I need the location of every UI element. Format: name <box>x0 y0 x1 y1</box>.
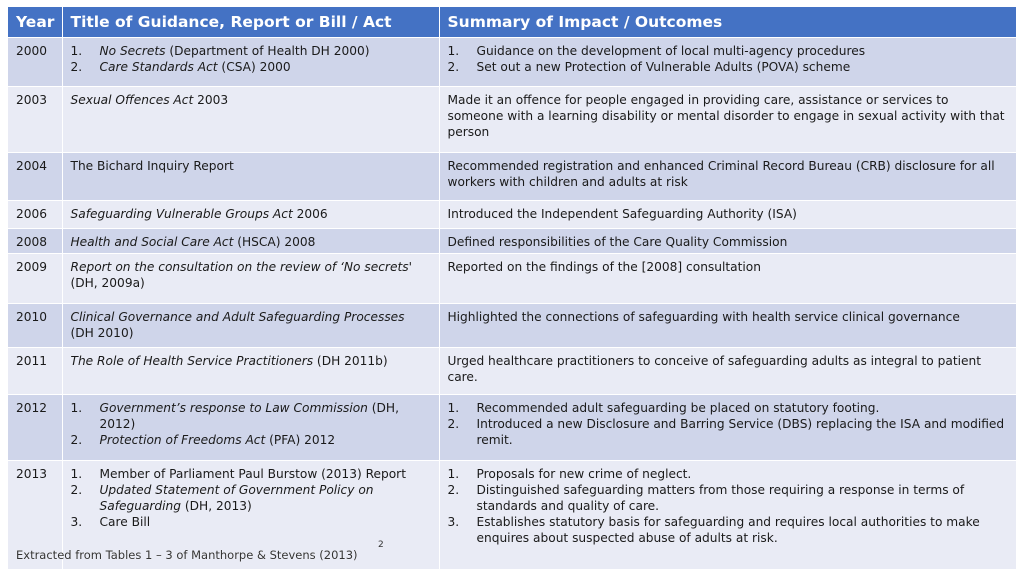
summary-cell: Reported on the findings of the [2008] consultation <box>439 254 1016 304</box>
list-number: 2. <box>70 433 83 447</box>
title-cell <box>62 254 439 304</box>
summary-cell <box>439 461 1016 569</box>
list-number: 2. <box>70 483 83 497</box>
table-row <box>8 348 1016 395</box>
list-item <box>448 416 1009 448</box>
title-italic: Safeguarding Vulnerable Groups Act <box>70 207 293 221</box>
list-number: 2. <box>447 417 460 431</box>
list-item <box>448 400 1009 416</box>
table-row <box>8 201 1016 229</box>
table-header-row <box>8 7 1016 38</box>
list-item <box>448 59 1009 75</box>
list-item <box>71 432 431 448</box>
title-plain: 2003 <box>193 93 229 107</box>
title-plain: (PFA) 2012 <box>265 433 336 447</box>
list-item <box>448 466 1009 482</box>
list-item <box>71 466 431 482</box>
title-cell <box>62 395 439 461</box>
year-cell: 2008 <box>8 229 62 254</box>
summary-cell: Made it an offence for people engaged in providing care, assistance or services to someone with a learning disability or mental disorder to engage in sexual activity with that person <box>439 87 1016 153</box>
title-plain: The Bichard Inquiry Report <box>70 159 234 173</box>
table-row <box>8 229 1016 254</box>
title-italic: Care Standards Act <box>99 60 218 74</box>
list-item <box>71 43 431 59</box>
list-number: 1. <box>447 44 460 58</box>
summary-text: Set out a new Protection of Vulnerable Adults (POVA) scheme <box>476 60 851 74</box>
title-cell <box>62 153 439 201</box>
summary-text: Proposals for new crime of neglect. <box>476 467 692 481</box>
list-number: 2. <box>447 60 460 74</box>
year-cell: 2012 <box>8 395 62 461</box>
title-list <box>71 43 431 75</box>
title-list <box>71 466 431 530</box>
table-row <box>8 304 1016 348</box>
list-number: 1. <box>70 44 83 58</box>
summary-cell: Defined responsibilities of the Care Quality Commission <box>439 229 1016 254</box>
list-number: 2. <box>70 60 83 74</box>
year-cell: 2010 <box>8 304 62 348</box>
title-cell <box>62 229 439 254</box>
summary-list <box>448 400 1009 448</box>
list-number: 2. <box>447 483 460 497</box>
table-row <box>8 153 1016 201</box>
summary-cell <box>439 38 1016 87</box>
guidance-table <box>8 7 1016 569</box>
title-italic: Health and Social Care Act <box>70 235 234 249</box>
summary-cell: Urged healthcare practitioners to conceive of safeguarding adults as integral to patient care. <box>439 348 1016 395</box>
list-number: 3. <box>70 515 83 529</box>
table-row <box>8 38 1016 87</box>
summary-text: Distinguished safeguarding matters from those requiring a response in terms of standards and quality of care. <box>476 483 965 513</box>
source-note: Extracted from Tables 1 – 3 of Manthorpe & Stevens (2013) <box>16 548 358 562</box>
list-item <box>448 482 1009 514</box>
summary-cell: Highlighted the connections of safeguarding with health service clinical governance <box>439 304 1016 348</box>
list-item <box>448 514 1009 546</box>
summary-text: Recommended adult safeguarding be placed on statutory footing. <box>476 401 880 415</box>
title-plain: (DH 2010) <box>70 326 134 340</box>
title-plain: 2006 <box>292 207 328 221</box>
year-cell: 2009 <box>8 254 62 304</box>
title-plain: (HSCA) 2008 <box>233 235 316 249</box>
list-item <box>71 400 431 432</box>
title-plain: (DH 2011b) <box>313 354 388 368</box>
table-row <box>8 254 1016 304</box>
title-plain: (Department of Health DH 2000) <box>165 44 370 58</box>
summary-cell: Introduced the Independent Safeguarding Authority (ISA) <box>439 201 1016 229</box>
year-cell: 2003 <box>8 87 62 153</box>
summary-text: Establishes statutory basis for safeguarding and requires local authorities to make enquires about suspected abuse of adults at risk. <box>476 515 980 545</box>
list-item <box>71 59 431 75</box>
title-plain: (DH, 2009a) <box>70 276 145 290</box>
title-plain: Care Bill <box>99 515 151 529</box>
title-plain: (DH, 2013) <box>181 499 252 513</box>
title-italic: Sexual Offences Act <box>70 93 194 107</box>
list-number: 3. <box>447 515 460 529</box>
table-row <box>8 87 1016 153</box>
summary-cell: Recommended registration and enhanced Criminal Record Bureau (CRB) disclosure for all workers with children and adults at risk <box>439 153 1016 201</box>
header-year: Year <box>8 7 62 38</box>
title-cell <box>62 348 439 395</box>
list-number: 1. <box>447 467 460 481</box>
year-cell: 2000 <box>8 38 62 87</box>
summary-cell <box>439 395 1016 461</box>
list-item <box>448 43 1009 59</box>
title-cell <box>62 201 439 229</box>
header-summary: Summary of Impact / Outcomes <box>439 7 1016 38</box>
summary-list <box>448 43 1009 75</box>
summary-text: Introduced a new Disclosure and Barring Service (DBS) replacing the ISA and modified remit. <box>476 417 1005 447</box>
title-italic: Updated Statement of Government Policy on Safeguarding <box>99 483 374 513</box>
title-italic: Protection of Freedoms Act <box>99 433 266 447</box>
page-number: 2 <box>378 540 384 550</box>
title-italic: Clinical Governance and Adult Safeguarding Processes <box>70 310 405 324</box>
header-title: Title of Guidance, Report or Bill / Act <box>62 7 439 38</box>
title-cell <box>62 87 439 153</box>
summary-list <box>448 466 1009 546</box>
title-italic: No Secrets <box>99 44 166 58</box>
list-number: 1. <box>70 467 83 481</box>
year-cell: 2013 <box>8 461 62 569</box>
list-item <box>71 514 431 530</box>
title-plain: (CSA) 2000 <box>217 60 291 74</box>
list-item <box>71 482 431 514</box>
title-italic: The Role of Health Service Practitioners <box>70 354 314 368</box>
year-cell: 2011 <box>8 348 62 395</box>
title-cell <box>62 304 439 348</box>
title-cell <box>62 38 439 87</box>
title-list <box>71 400 431 448</box>
title-italic: Government’s response to Law Commission <box>99 401 368 415</box>
title-italic: Report on the consultation on the review of ‘No secrets' <box>70 260 412 274</box>
summary-text: Guidance on the development of local multi-agency procedures <box>476 44 866 58</box>
year-cell: 2004 <box>8 153 62 201</box>
year-cell: 2006 <box>8 201 62 229</box>
guidance-table-container <box>8 7 1016 569</box>
title-plain: (DH, 2012) <box>99 401 399 431</box>
title-plain: Member of Parliament Paul Burstow (2013) Report <box>99 467 406 481</box>
table-row <box>8 395 1016 461</box>
list-number: 1. <box>70 401 83 415</box>
list-number: 1. <box>447 401 460 415</box>
